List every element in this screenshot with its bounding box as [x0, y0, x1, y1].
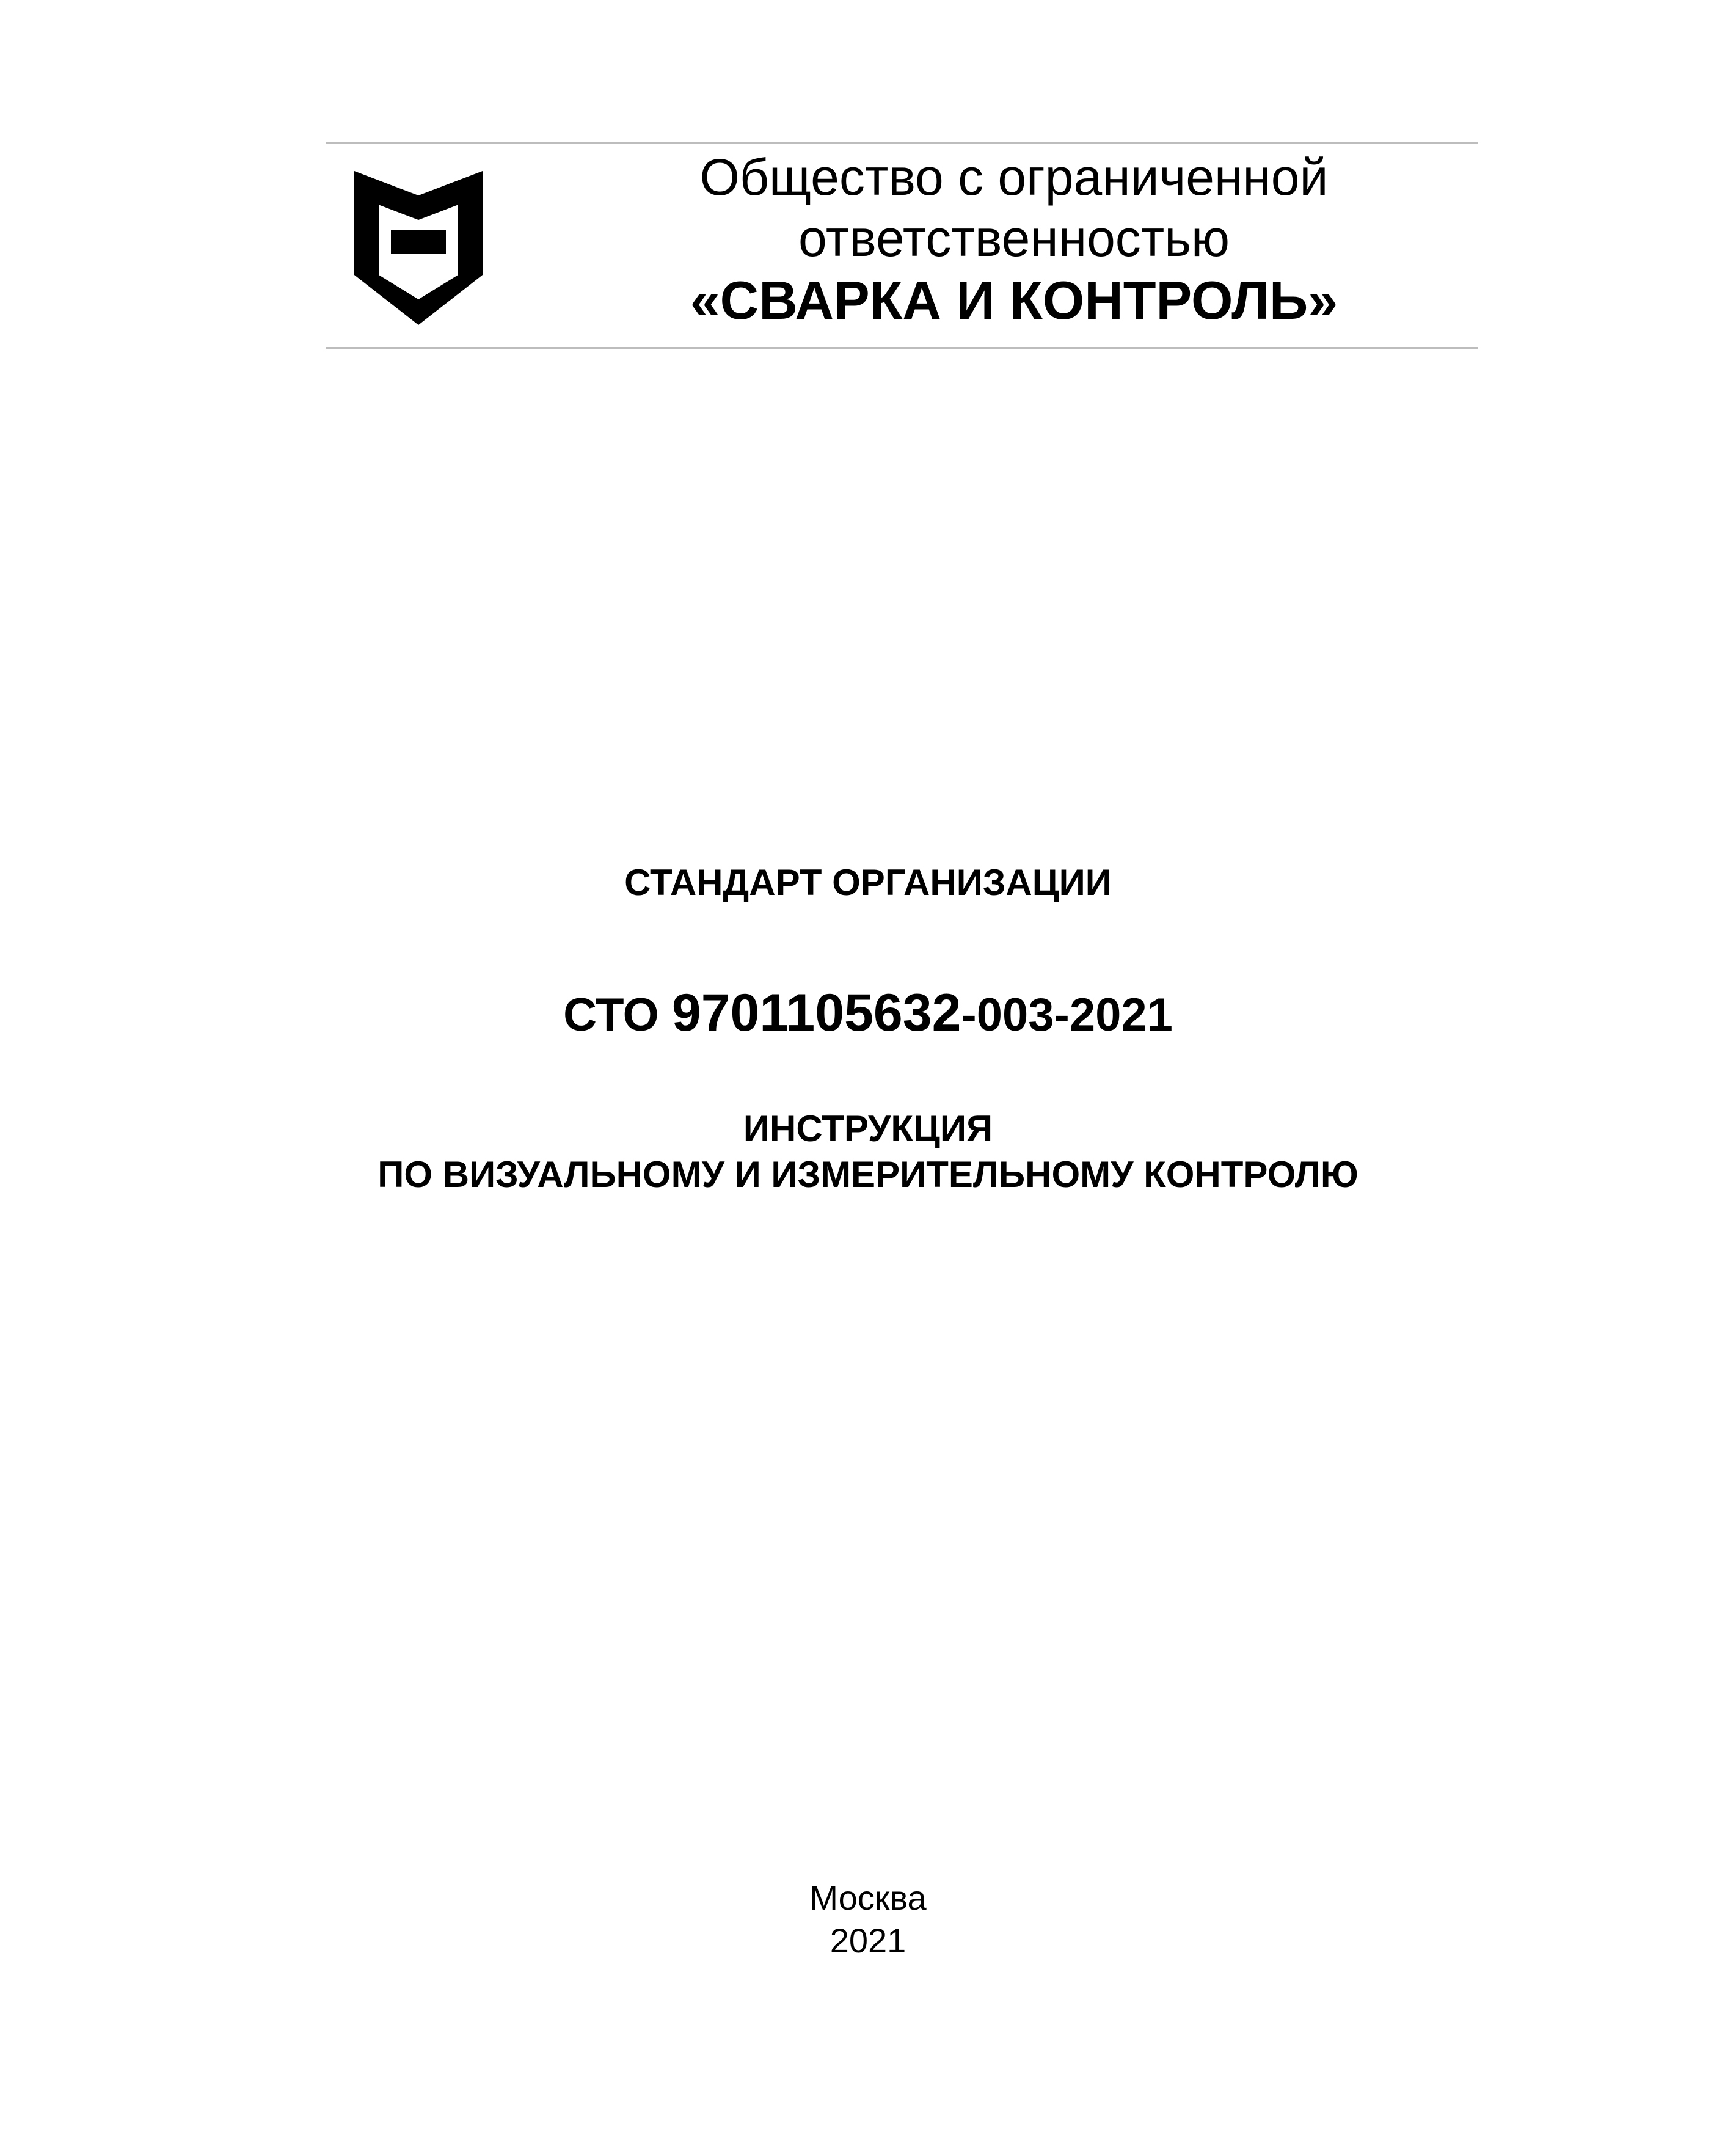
- standard-code: [0, 982, 1736, 1046]
- header-bottom-rule: [326, 347, 1478, 349]
- instruction-title: ИНСТРУКЦИЯ: [743, 1108, 993, 1149]
- organization-header: [550, 147, 1478, 332]
- instruction-subtitle: ПО ВИЗУАЛЬНОМУ И ИЗМЕРИТЕЛЬНОМУ КОНТРОЛЮ: [377, 1154, 1359, 1195]
- standard-code-suffix: -003-2021: [961, 989, 1173, 1041]
- year: 2021: [830, 1921, 906, 1960]
- org-name: «СВАРКА И КОНТРОЛЬ»: [690, 270, 1338, 330]
- city: Москва: [809, 1878, 927, 1917]
- shield-logo-icon: [354, 160, 483, 325]
- standard-code-number: 9701105632: [671, 984, 961, 1042]
- org-line-2: ответственностью: [798, 210, 1230, 267]
- standard-code-prefix: СТО: [563, 989, 672, 1041]
- org-line-1: Общество с ограниченной: [699, 148, 1329, 206]
- standard-type: СТАНДАРТ ОРГАНИЗАЦИИ: [624, 862, 1112, 903]
- header-top-rule: [326, 142, 1478, 144]
